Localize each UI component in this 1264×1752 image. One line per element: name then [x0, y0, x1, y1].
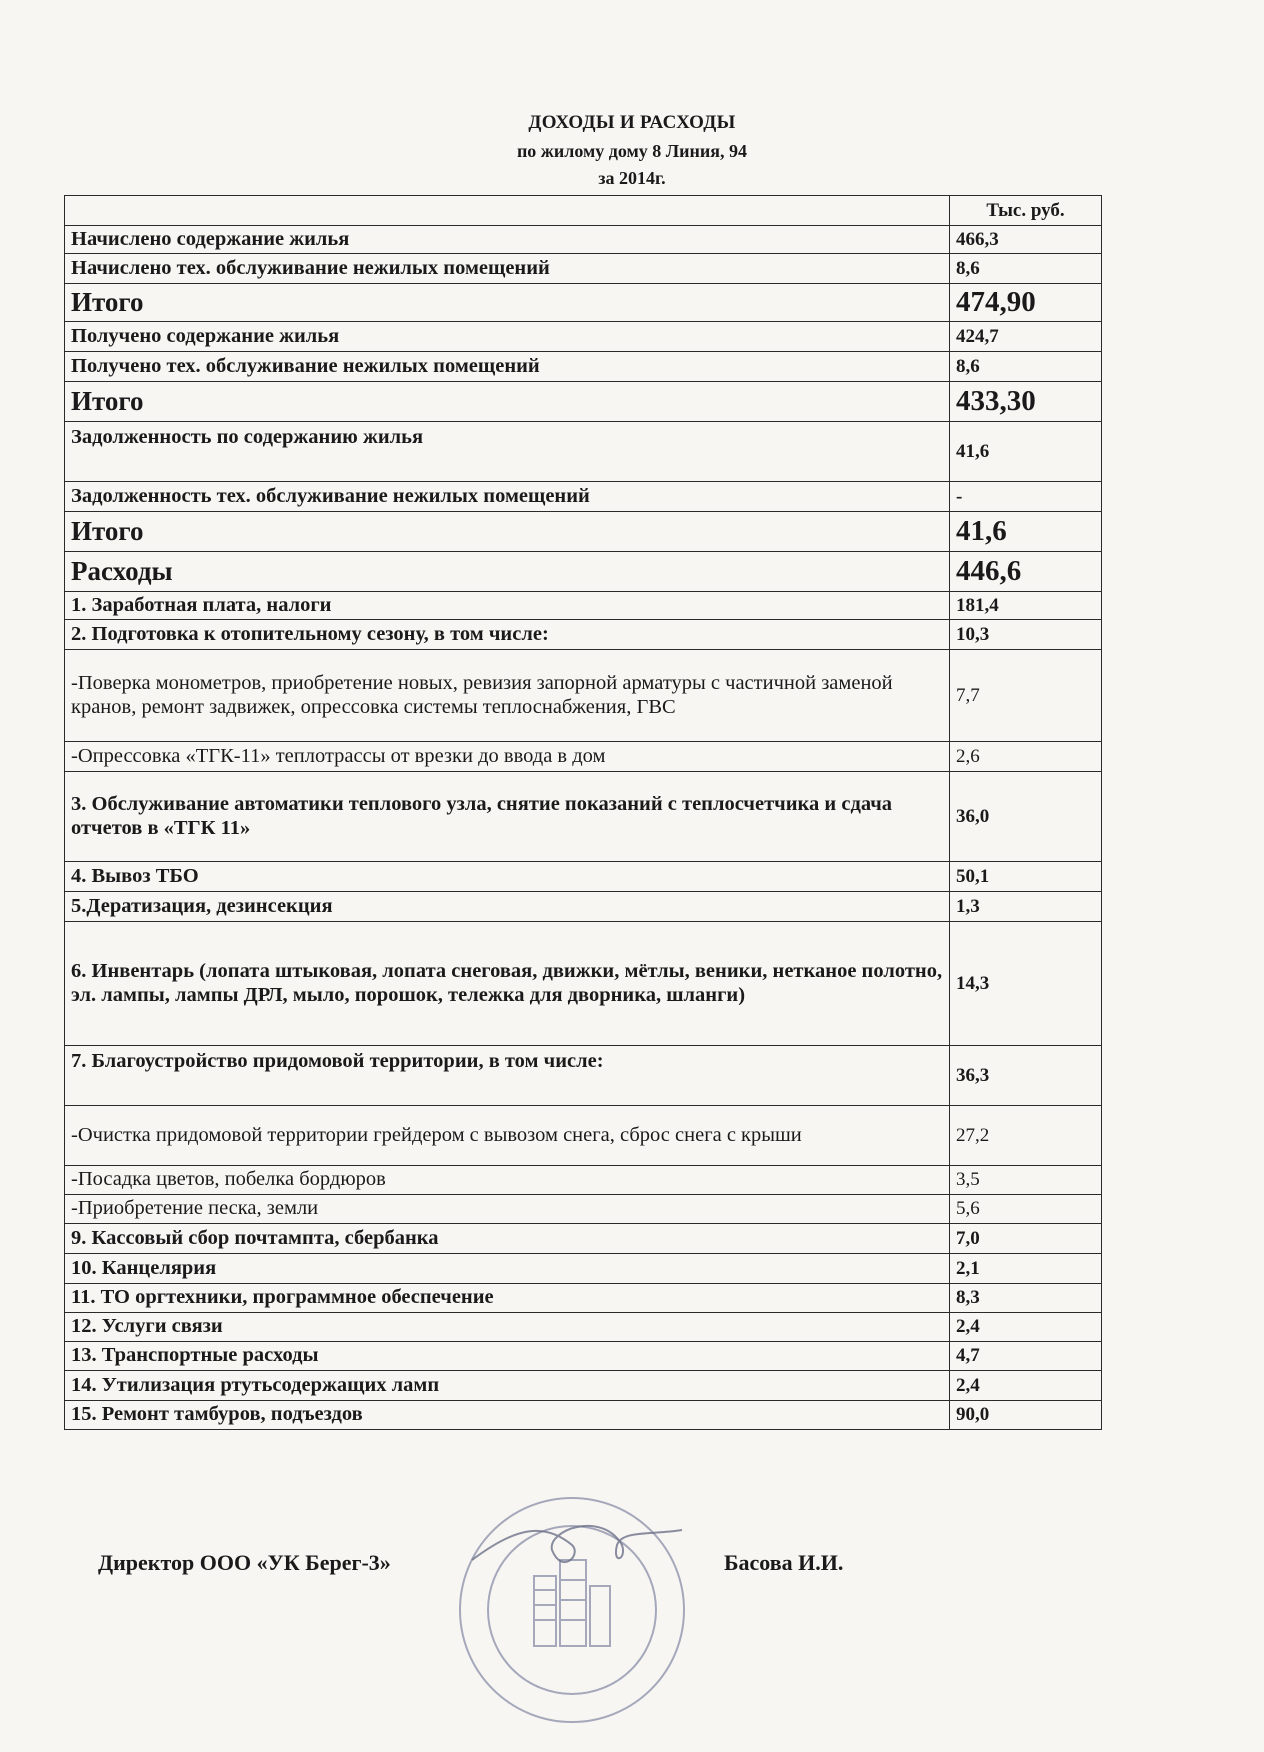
- row-label: Итого: [65, 284, 950, 322]
- signature-position: Директор ООО «УК Берег-3»: [98, 1550, 391, 1575]
- row-label: Итого: [65, 512, 950, 552]
- row-label: 12. Услуги связи: [65, 1313, 950, 1342]
- row-value: 8,3: [950, 1284, 1102, 1313]
- row-label: Получено тех. обслуживание нежилых помещений: [65, 352, 950, 382]
- row-label: 6. Инвентарь (лопата штыковая, лопата снеговая, движки, мётлы, веники, нетканое полотно, эл. лампы, лампы ДРЛ, мыло, порошок, тележка для дворника, шланги): [65, 922, 950, 1046]
- table-row: [65, 422, 1102, 482]
- table-row: [65, 1284, 1102, 1313]
- table-row: [65, 1046, 1102, 1106]
- row-value: 5,6: [950, 1195, 1102, 1224]
- row-label: 11. ТО оргтехники, программное обеспечение: [65, 1284, 950, 1313]
- table-row: [65, 322, 1102, 352]
- row-value: 3,5: [950, 1166, 1102, 1195]
- row-value: 474,90: [950, 284, 1102, 322]
- row-value: 8,6: [950, 352, 1102, 382]
- signature-name: Басова И.И.: [724, 1550, 844, 1575]
- row-label: 5.Дератизация, дезинсекция: [65, 892, 950, 922]
- row-value: 27,2: [950, 1106, 1102, 1166]
- header-empty-cell: [65, 196, 950, 226]
- row-label: 10. Канцелярия: [65, 1254, 950, 1284]
- row-value: 424,7: [950, 322, 1102, 352]
- row-label: 14. Утилизация ртутьсодержащих ламп: [65, 1371, 950, 1401]
- row-label: -Приобретение песка, земли: [65, 1195, 950, 1224]
- row-value: 8,6: [950, 254, 1102, 284]
- table-row-total: [65, 552, 1102, 592]
- row-label: 4. Вывоз ТБО: [65, 862, 950, 892]
- row-label: 2. Подготовка к отопительному сезону, в том числе:: [65, 620, 950, 650]
- row-value: 7,7: [950, 650, 1102, 742]
- table-row: [65, 922, 1102, 1046]
- table-row: [65, 892, 1102, 922]
- row-value: 36,0: [950, 772, 1102, 862]
- row-label: 15. Ремонт тамбуров, подъездов: [65, 1401, 950, 1430]
- table-row: [65, 1313, 1102, 1342]
- row-value: 2,6: [950, 742, 1102, 772]
- table-row: [65, 254, 1102, 284]
- table-row-total: [65, 512, 1102, 552]
- table-row: [65, 226, 1102, 254]
- table-row: [65, 592, 1102, 620]
- row-value: 433,30: [950, 382, 1102, 422]
- row-label: -Посадка цветов, побелка бордюров: [65, 1166, 950, 1195]
- row-value: 1,3: [950, 892, 1102, 922]
- unit-header: Тыс. руб.: [950, 196, 1102, 226]
- table-header-row: [65, 196, 1102, 226]
- row-label: Задолженность тех. обслуживание нежилых помещений: [65, 482, 950, 512]
- document-period: за 2014г.: [598, 168, 666, 188]
- row-value: 2,4: [950, 1313, 1102, 1342]
- table-row: [65, 1166, 1102, 1195]
- row-value: 2,1: [950, 1254, 1102, 1284]
- row-value: 181,4: [950, 592, 1102, 620]
- table-row: [65, 1371, 1102, 1401]
- row-value: 36,3: [950, 1046, 1102, 1106]
- company-stamp-seal: [452, 1490, 692, 1730]
- table-row-total: [65, 284, 1102, 322]
- row-label: Начислено содержание жилья: [65, 226, 950, 254]
- table-row: [65, 1401, 1102, 1430]
- table-row: [65, 1224, 1102, 1254]
- row-label: 1. Заработная плата, налоги: [65, 592, 950, 620]
- row-label: Начислено тех. обслуживание нежилых помещений: [65, 254, 950, 284]
- row-value: 446,6: [950, 552, 1102, 592]
- row-value: 50,1: [950, 862, 1102, 892]
- table-row: [65, 352, 1102, 382]
- table-row: [65, 862, 1102, 892]
- row-value: 7,0: [950, 1224, 1102, 1254]
- row-label: Задолженность по содержанию жилья: [65, 422, 950, 482]
- table-row: [65, 1106, 1102, 1166]
- row-label: 13. Транспортные расходы: [65, 1342, 950, 1371]
- table-row: [65, 1342, 1102, 1371]
- row-value: 10,3: [950, 620, 1102, 650]
- document-subtitle: по жилому дому 8 Линия, 94: [516, 141, 748, 161]
- table-row: [65, 620, 1102, 650]
- table-row: [65, 650, 1102, 742]
- row-value: 466,3: [950, 226, 1102, 254]
- income-expense-table: [64, 195, 1102, 1430]
- table-row: [65, 742, 1102, 772]
- row-label: 7. Благоустройство придомовой территории, в том числе:: [65, 1046, 950, 1106]
- row-label: -Поверка монометров, приобретение новых, ревизия запорной арматуры с частичной заменой кранов, ремонт задвижек, опрессовка системы теплоснабжения, ГВС: [65, 650, 950, 742]
- row-value: 41,6: [950, 512, 1102, 552]
- table-row: [65, 1195, 1102, 1224]
- row-label: -Очистка придомовой территории грейдером с вывозом снега, сброс снега с крыши: [65, 1106, 950, 1166]
- document-title: ДОХОДЫ И РАСХОДЫ: [528, 112, 736, 133]
- row-label: -Опрессовка «ТГК-11» теплотрассы от врезки до ввода в дом: [65, 742, 950, 772]
- table-row: [65, 1254, 1102, 1284]
- row-label: Расходы: [65, 552, 950, 592]
- row-label: 3. Обслуживание автоматики теплового узла, снятие показаний с теплосчетчика и сдача отчетов в «ТГК 11»: [65, 772, 950, 862]
- row-value: 2,4: [950, 1371, 1102, 1401]
- row-label: 9. Кассовый сбор почтампта, сбербанка: [65, 1224, 950, 1254]
- row-value: 90,0: [950, 1401, 1102, 1430]
- row-value: 14,3: [950, 922, 1102, 1046]
- row-value: 4,7: [950, 1342, 1102, 1371]
- table-row-total: [65, 382, 1102, 422]
- table-row: [65, 482, 1102, 512]
- row-label: Получено содержание жилья: [65, 322, 950, 352]
- row-value: 41,6: [950, 422, 1102, 482]
- table-row: [65, 772, 1102, 862]
- row-value: -: [950, 482, 1102, 512]
- row-label: Итого: [65, 382, 950, 422]
